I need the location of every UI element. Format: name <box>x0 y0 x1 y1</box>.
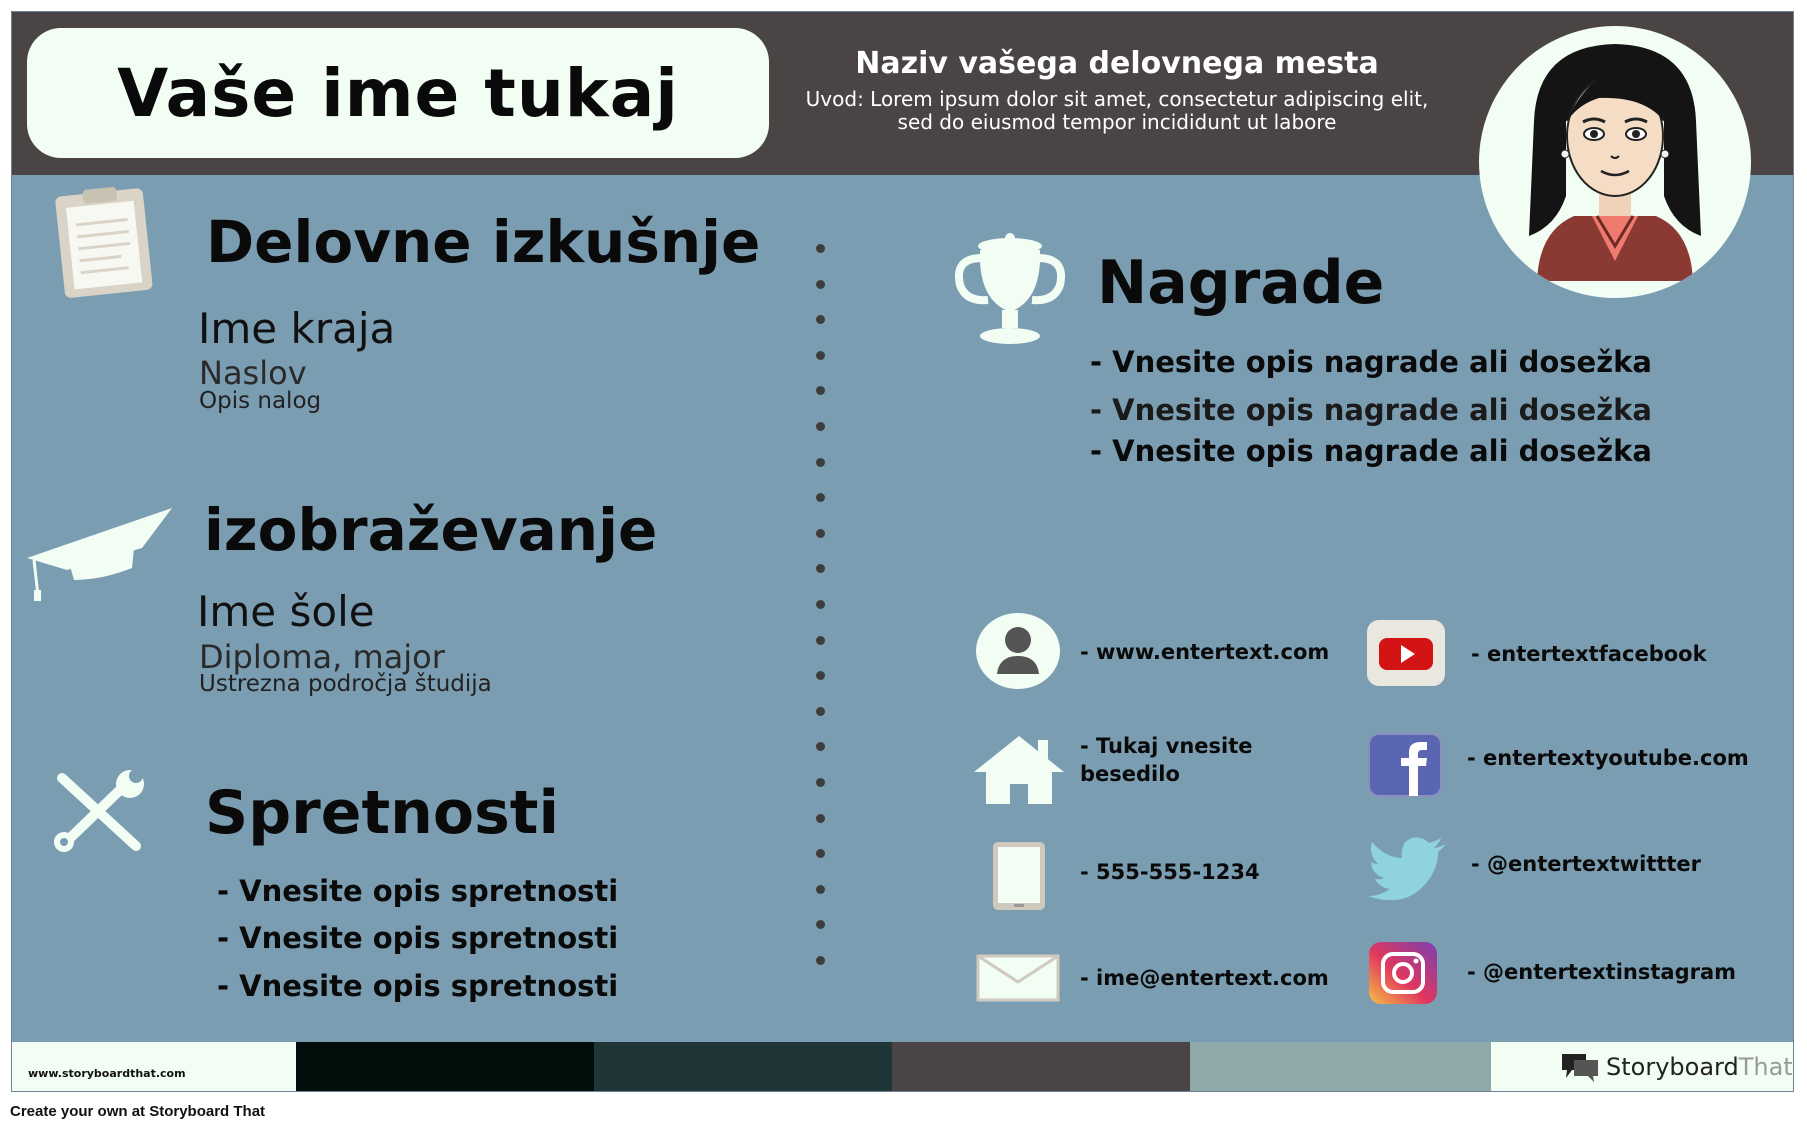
clipboard-icon <box>50 184 160 303</box>
user-icon <box>975 612 1061 694</box>
award-item-1: - Vnesite opis nagrade ali dosežka <box>1090 345 1652 379</box>
youtube-text: - entertextfacebook <box>1471 642 1707 666</box>
trophy-icon <box>950 230 1070 354</box>
address-line-2: besedilo <box>1080 762 1180 786</box>
palette-swatch-4 <box>892 1042 1190 1092</box>
tools-icon <box>50 768 150 858</box>
award-item-3: - Vnesite opis nagrade ali dosežka <box>1090 434 1652 468</box>
storyboardthat-logo[interactable] <box>1560 1052 1793 1082</box>
site-url[interactable]: www.storyboardthat.com <box>28 1067 186 1080</box>
mail-icon <box>976 954 1060 1006</box>
caption[interactable]: Create your own at Storyboard That <box>10 1103 266 1120</box>
twitter-icon <box>1368 836 1448 904</box>
work-place: Ime kraja <box>198 304 396 353</box>
skill-item-2: - Vnesite opis spretnosti <box>217 921 619 955</box>
work-title: Delovne izkušnje <box>206 208 761 276</box>
facebook-icon <box>1367 732 1443 802</box>
awards-title: Nagrade <box>1097 248 1385 318</box>
education-degree: Diploma, major <box>199 638 445 676</box>
award-item-2: - Vnesite opis nagrade ali dosežka <box>1090 393 1652 427</box>
resume-card <box>11 11 1794 1092</box>
instagram-icon <box>1367 940 1439 1010</box>
twitter-text: - @entertextwittter <box>1471 852 1702 876</box>
dotted-divider <box>816 244 828 991</box>
home-icon <box>972 732 1066 812</box>
education-title: izobraževanje <box>204 496 658 564</box>
intro-line-1: Uvod: Lorem ipsum dolor sit amet, consectetur adipiscing elit, <box>805 87 1429 111</box>
youtube-icon <box>1365 618 1447 692</box>
tablet-icon <box>991 840 1047 916</box>
avatar <box>1479 26 1751 298</box>
education-school: Ime šole <box>197 587 375 636</box>
work-description: Opis nalog <box>199 388 322 414</box>
palette-swatch-2 <box>296 1042 594 1092</box>
job-title: Naziv vašega delovnega mesta <box>855 46 1379 81</box>
education-field: Ustrezna področja študija <box>199 671 492 697</box>
brand-text-a: Storyboard <box>1606 1053 1739 1081</box>
skill-item-3: - Vnesite opis spretnosti <box>217 969 619 1003</box>
graduation-cap-icon <box>22 508 172 607</box>
address-line-1: - Tukaj vnesite <box>1080 734 1253 758</box>
person-name: Vaše ime tukaj <box>117 54 679 132</box>
website-text: - www.entertext.com <box>1080 640 1330 664</box>
work-position: Naslov <box>199 354 307 392</box>
brand-text <box>1606 1053 1793 1081</box>
name-box <box>27 28 769 158</box>
instagram-text: - @entertextinstagram <box>1467 960 1737 984</box>
color-palette-footer <box>12 1042 1794 1092</box>
phone-text: - 555-555-1234 <box>1080 860 1260 884</box>
address-text <box>1080 732 1253 788</box>
palette-swatch-5 <box>1190 1042 1491 1092</box>
facebook-text: - entertextyoutube.com <box>1467 746 1749 770</box>
intro-text <box>772 88 1462 134</box>
speech-bubble-icon <box>1560 1052 1600 1082</box>
intro-line-2: sed do eiusmod tempor incididunt ut labore <box>897 110 1337 134</box>
skill-item-1: - Vnesite opis spretnosti <box>217 874 619 908</box>
email-text: - ime@entertext.com <box>1080 966 1329 990</box>
skills-title: Spretnosti <box>205 778 560 848</box>
brand-text-b: That <box>1738 1053 1793 1081</box>
palette-swatch-3 <box>594 1042 892 1092</box>
